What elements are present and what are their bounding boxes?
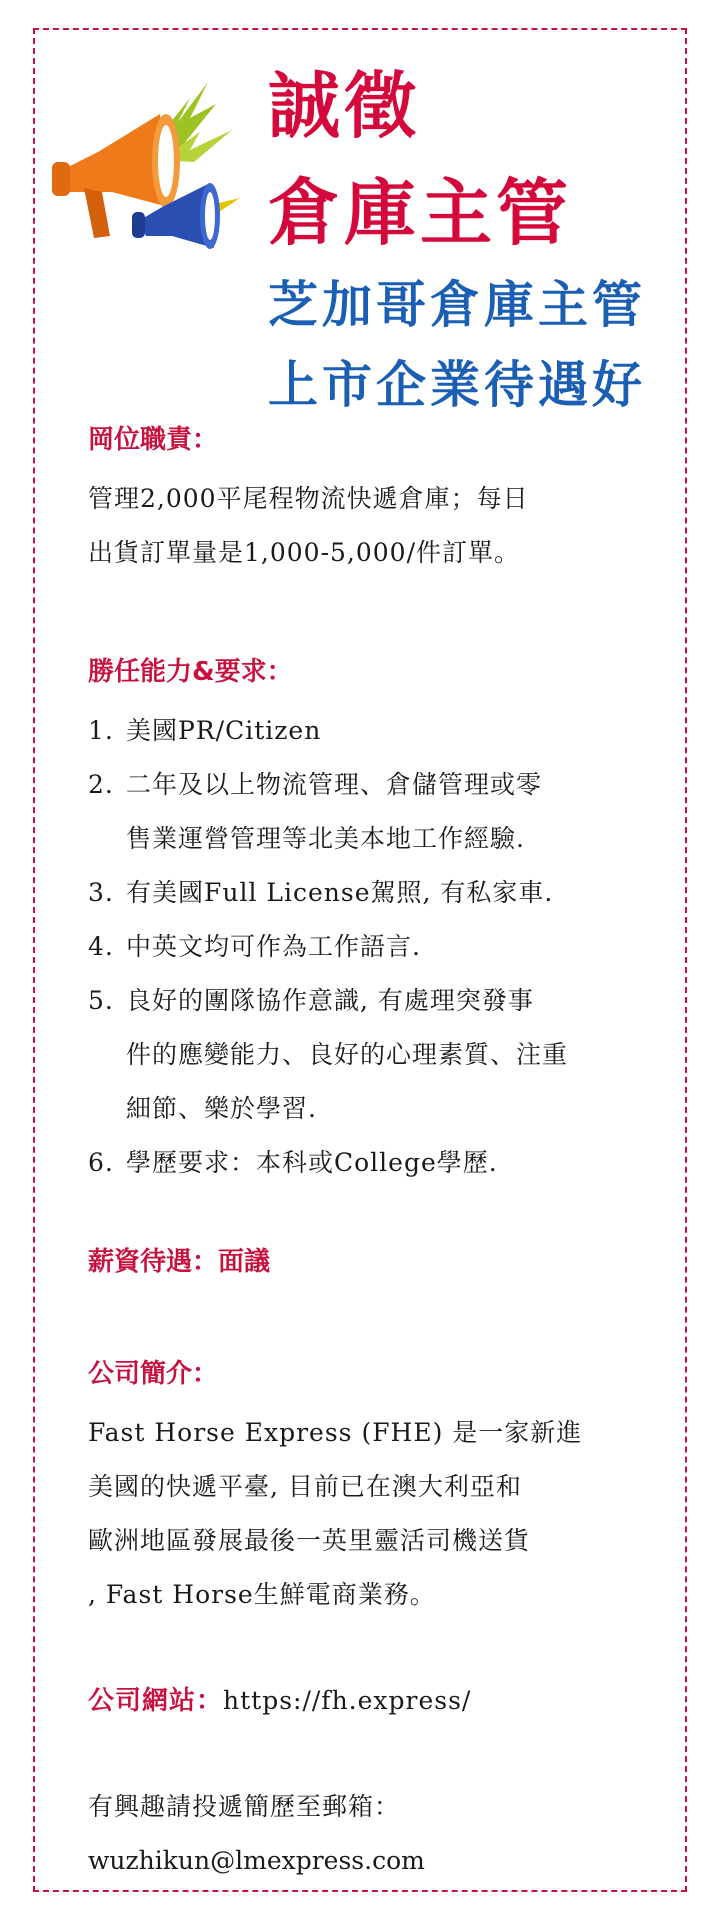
list-item-continuation: [88, 812, 660, 866]
megaphone-icon: [40, 60, 280, 270]
requirements-list: [88, 704, 660, 1190]
list-item: [88, 974, 660, 1028]
contact-email-link[interactable]: wuzhikun@lmexpress.com: [88, 1846, 425, 1875]
list-item-text: 學歷要求：本科或College學歷.: [126, 1148, 498, 1177]
header: [40, 40, 680, 414]
company-intro-line: 歐洲地區發展最後一英里靈活司機送貨: [88, 1526, 531, 1555]
job-content: [88, 420, 660, 1888]
list-item-text: 有美國Full License駕照, 有私家車.: [126, 878, 554, 907]
website-title: 公司網站：: [88, 1686, 224, 1716]
salary-title: 薪資待遇：面議: [88, 1247, 271, 1277]
duties-text-line: 管理2,000平尾程物流快遞倉庫；每日: [88, 484, 529, 513]
duties-title: 岡位職責：: [88, 425, 219, 455]
list-item-text: 售業運營管理等北美本地工作經驗.: [126, 824, 525, 853]
duties-text-line: 出貨訂單量是1,000-5,000/件訂單。: [88, 538, 521, 567]
list-item: [88, 920, 660, 974]
company-intro-line: Fast Horse Express (FHE) 是一家新進: [88, 1418, 583, 1447]
list-item: [88, 1136, 660, 1190]
subheadline-location: 芝加哥倉庫主管: [268, 276, 646, 334]
list-item: [88, 866, 660, 920]
list-item-continuation: [88, 1028, 660, 1082]
list-item-continuation: [88, 1082, 660, 1136]
company-intro-title: 公司簡介：: [88, 1359, 219, 1389]
headline-hiring: 誠徵: [268, 64, 421, 148]
subheadline-benefits: 上市企業待遇好: [268, 356, 646, 414]
contact-text: 有興趣請投遞簡歷至郵箱：: [88, 1792, 401, 1821]
list-item-number: 4.: [88, 932, 114, 961]
website-link[interactable]: https://fh.express/: [223, 1686, 472, 1715]
list-item-text: 美國PR/Citizen: [126, 716, 322, 745]
headline-position: 倉庫主管: [268, 171, 573, 255]
list-item-text: 二年及以上物流管理、倉儲管理或零: [126, 770, 543, 799]
company-intro-line: 美國的快遞平臺, 目前已在澳大利亞和: [88, 1472, 522, 1501]
list-item: [88, 704, 660, 758]
list-item-text: 良好的團隊協作意識, 有處理突發事: [126, 986, 534, 1015]
list-item-text: 件的應變能力、良好的心理素質、注重: [126, 1040, 569, 1069]
list-item-number: 6.: [88, 1148, 114, 1177]
list-item-number: 5.: [88, 986, 114, 1015]
list-item-number: 3.: [88, 878, 114, 907]
website-row: [88, 1674, 660, 1728]
company-intro-line: , Fast Horse生鮮電商業務。: [88, 1580, 436, 1609]
list-item-text: 細節、樂於學習.: [126, 1094, 317, 1123]
list-item-number: 1.: [88, 716, 114, 745]
requirements-title: 勝任能力&要求：: [88, 657, 293, 687]
list-item: [88, 758, 660, 812]
list-item-number: 2.: [88, 770, 114, 799]
list-item-text: 中英文均可作為工作語言.: [126, 932, 421, 961]
